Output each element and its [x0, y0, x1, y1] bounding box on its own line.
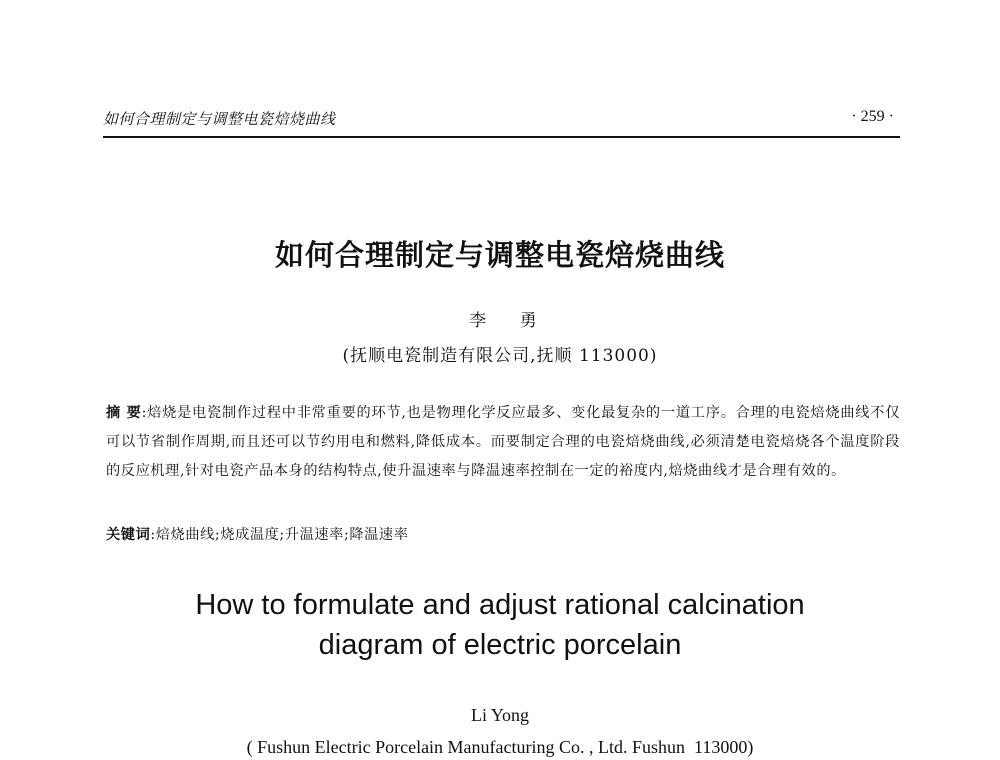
abstract-label: 摘 要	[106, 405, 142, 421]
abstract-text: :焙烧是电瓷制作过程中非常重要的环节,也是物理化学反应最多、变化最复杂的一道工序。合理的电瓷焙烧曲线不仅可以节省制作周期,而且还可以节约用电和燃料,降低成本。而要制定合理的电瓷焙烧曲线,必须清楚电瓷焙烧各个温度阶段的反应机理,针对电瓷产品本身的结构特点,使升温速率与降温速率控制在一定的裕度内,焙烧曲线才是合理有效的。	[106, 405, 900, 479]
chinese-author: 李 勇	[469, 311, 551, 331]
chinese-title: 如何合理制定与调整电瓷焙烧曲线	[274, 238, 725, 272]
chinese-keywords	[106, 522, 900, 548]
chinese-abstract	[106, 399, 900, 486]
page-number: · 259 ·	[851, 108, 894, 125]
english-title-line-2: diagram of electric porcelain	[318, 629, 682, 661]
english-title-line-1: How to formulate and adjust rational calcination	[195, 589, 805, 621]
english-title	[0, 585, 1000, 665]
chinese-affiliation: (抚顺电瓷制造有限公司,抚顺 113000)	[342, 346, 658, 366]
running-title: 如何合理制定与调整电瓷焙烧曲线	[103, 110, 336, 128]
keywords-text: :焙烧曲线;烧成温度;升温速率;降温速率	[150, 527, 409, 543]
english-affiliation: ( Fushun Electric Porcelain Manufacturing Co. , Ltd. Fushun 113000)	[246, 737, 754, 757]
english-author: Li Yong	[470, 705, 530, 725]
keywords-label: 关键词	[106, 527, 151, 543]
running-header	[103, 106, 900, 138]
